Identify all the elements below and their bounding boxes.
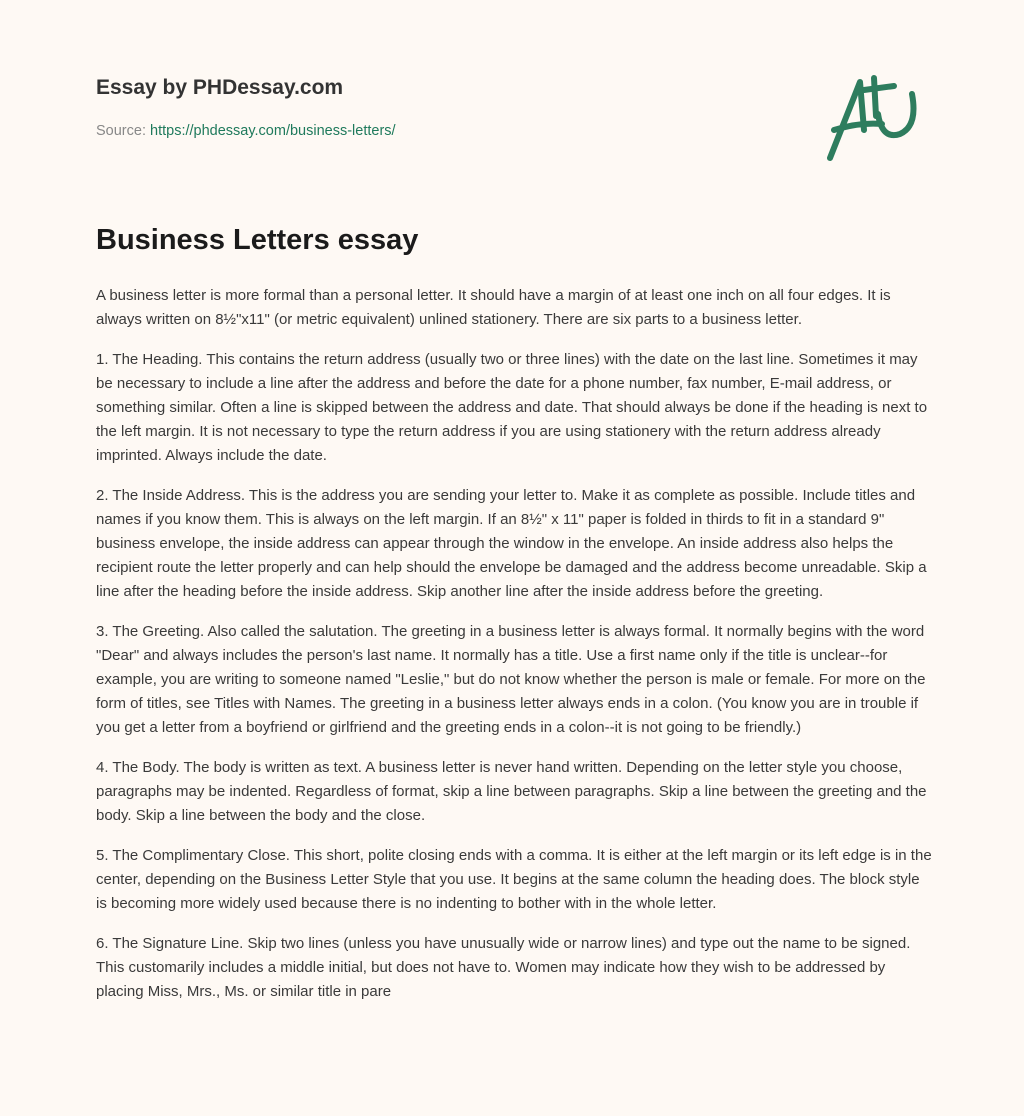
essay-paragraph: 1. The Heading. This contains the return address (usually two or three lines) with the date on the last line. Sometimes it may be necessary to include a line after the address and before the date for a phone number, fax number, E-mail address, or something similar. Often a line is skipped between the address and date. That should always be done if the heading is next to the left margin. It is not necessary to type the return address if you are using stationery with the return address already imprinted. Always include the date.	[96, 351, 928, 464]
essay-paragraph: 3. The Greeting. Also called the salutation. The greeting in a business letter is always formal. It normally begins with the word "Dear" and always includes the person's last name. It normally has a title. Use a first name only if the title is unclear--for example, you are writing to someone named "Leslie," but do not know whether the person is male or female. For more on the form of titles, see Titles with Names. The greeting in a business letter always ends in a colon. (You know you are in trouble if you get a letter from a boyfriend or girlfriend and the greeting ends in a colon--it is not going to be friendly.)	[96, 623, 926, 736]
essay-paragraph: 6. The Signature Line. Skip two lines (unless you have unusually wide or narrow lines) and type out the name to be signed. This customarily includes a middle initial, but does not have to. Women may indicate how they wish to be addressed by placing Miss, Mrs., Ms. or similar title in pare	[96, 935, 911, 1000]
a-plus-logo-icon	[820, 68, 930, 164]
essay-body	[96, 284, 932, 1020]
source-label: Source:	[96, 123, 146, 139]
site-title: Essay by PHDessay.com	[96, 76, 344, 99]
essay-paragraph: 4. The Body. The body is written as text. A business letter is never hand written. Depending on the letter style you choose, paragraphs may be indented. Regardless of format, skip a line between paragraphs. Skip a line between the greeting and the body. Skip a line between the body and the close.	[96, 759, 927, 824]
source-link[interactable]: https://phdessay.com/business-letters/	[150, 123, 396, 139]
source-line	[96, 123, 396, 139]
essay-paragraph: 5. The Complimentary Close. This short, polite closing ends with a comma. It is either at the left margin or its left edge is in the center, depending on the Business Letter Style that you use. It begins at the same column the heading does. The block style is becoming more widely used because there is no indenting to bother with in the whole letter.	[96, 847, 932, 912]
essay-paragraph: A business letter is more formal than a personal letter. It should have a margin of at least one inch on all four edges. It is always written on 8½"x11" (or metric equivalent) unlined stationery. There are six parts to a business letter.	[96, 287, 891, 328]
essay-paragraph: 2. The Inside Address. This is the address you are sending your letter to. Make it as complete as possible. Include titles and names if you know them. This is always on the left margin. If an 8½" x 11" paper is folded in thirds to fit in a standard 9" business envelope, the inside address can appear through the window in the envelope. An inside address also helps the recipient route the letter properly and can help should the envelope be damaged and the address become unreadable. Skip a line after the heading before the inside address. Skip another line after the inside address before the greeting.	[96, 487, 927, 600]
essay-title: Business Letters essay	[96, 224, 419, 256]
